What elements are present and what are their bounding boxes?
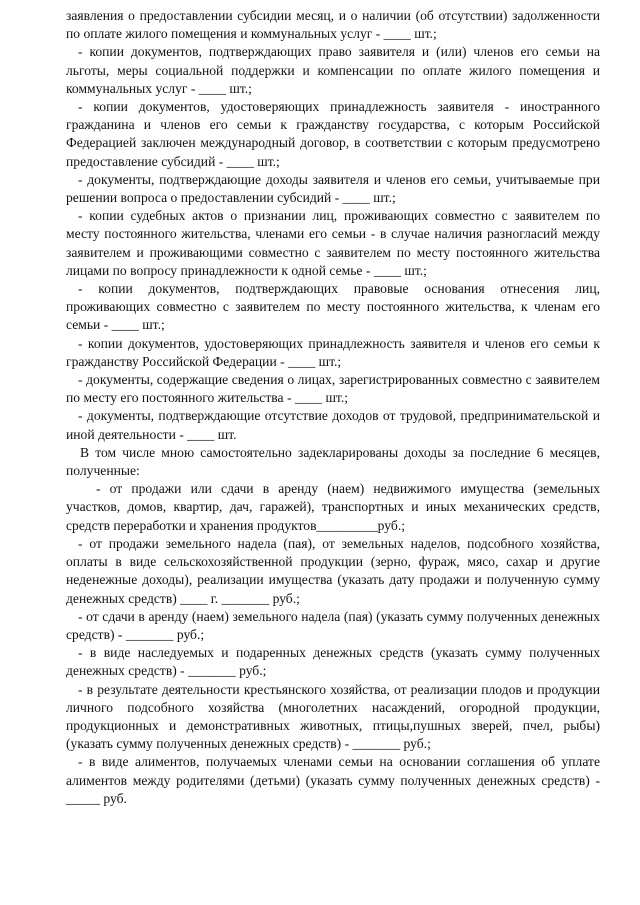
paragraph-application-debt: заявления о предоставлении субсидии месяц, и о наличии (об отсутствии) задолженности по оплате жилого помещения и коммунальных услуг - ____ шт.; xyxy=(66,8,600,42)
paragraph-declared-income-intro: В том числе мною самостоятельно задекларированы доходы за последние 6 месяцев, полученные: xyxy=(66,444,600,479)
paragraph-income-property-sale: - от продажи или сдачи в аренду (наем) недвижимого имущества (земельных участков, домов, квартир, дач, гаражей), транспортных и иных механических средств, средств переработки и хранения продуктов_________руб.; xyxy=(66,481,600,533)
paragraph-income-alimony: - в виде алиментов, получаемых членами семьи на основании соглашения об уплате алиментов между родителями (детьми) (указать сумму полученных денежных средств) - _____ руб. xyxy=(66,754,600,806)
paragraph-income-land-rent: - от сдачи в аренду (наем) земельного надела (пая) (указать сумму полученных денежных средств) - _______ руб.; xyxy=(66,608,600,642)
paragraph-income-docs: - документы, подтверждающие доходы заявителя и членов его семьи, учитываемые при решении вопроса о предоставлении субсидий - ____ шт.; xyxy=(66,171,600,206)
paragraph-income-inheritance-gifts: - в виде наследуемых и подаренных денежных средств (указать сумму полученных денежных средств) - _______ руб.; xyxy=(66,645,600,679)
paragraph-russian-citizenship-docs: - копии документов, удостоверяющих принадлежность заявителя и членов его семьи к гражданству Российской Федерации - ____ шт.; xyxy=(66,335,600,369)
paragraph-income-farming: - в результате деятельности крестьянского хозяйства, от реализации плодов и продукции личного подсобного хозяйства (многолетних насаждений, огородной продукции, продукционных и демонстративных животных, птицы,пушных зверей, пчел, рыбы) (указать сумму полученных денежных средств) - _______ руб.; xyxy=(66,681,600,752)
paragraph-no-income-docs: - документы, подтверждающие отсутствие доходов от трудовой, предпринимательской и иной деятельности - ____ шт. xyxy=(66,408,600,442)
paragraph-income-land-share-sale: - от продажи земельного надела (пая), от земельных наделов, подсобного хозяйства, оплаты в виде сельскохозяйственной продукции (зерно, фураж, мясо, сахар и другие неденежные доходы), реализации имущества (указать дату продажи и полученную сумму денежных средств) ____ г. _______ руб.; xyxy=(66,535,600,606)
paragraph-court-acts: - копии судебных актов о признании лиц, проживающих совместно с заявителем по месту постоянного жительства, членами его семьи - в случае наличия разногласий между заявителем и проживающими совместно с заявителем по месту постоянного жительства лицами по вопросу принадлежности к одной семье - ____ шт.; xyxy=(66,208,600,278)
paragraph-legal-grounds-docs: - копии документов, подтверждающих правовые основания отнесения лиц, проживающих совместно с заявителем по месту постоянного жительства, к членам его семьи - ____ шт.; xyxy=(66,281,600,333)
paragraph-benefits-docs: - копии документов, подтверждающих право заявителя и (или) членов его семьи на льготы, меры социальной поддержки и компенсации по оплате жилого помещения и коммунальных услуг - ____ шт.; xyxy=(66,44,600,96)
paragraph-foreign-citizenship-docs: - копии документов, удостоверяющих принадлежность заявителя - иностранного гражданина и членов его семьи к гражданству государства, с которым Российской Федерацией заключен международный договор, в соответствии с которым предусмотрено предоставление субсидий - ____ шт.; xyxy=(66,99,600,169)
paragraph-registered-persons-docs: - документы, содержащие сведения о лицах, зарегистрированных совместно с заявителем по месту его постоянного жительства - ____ шт.; xyxy=(66,372,600,406)
